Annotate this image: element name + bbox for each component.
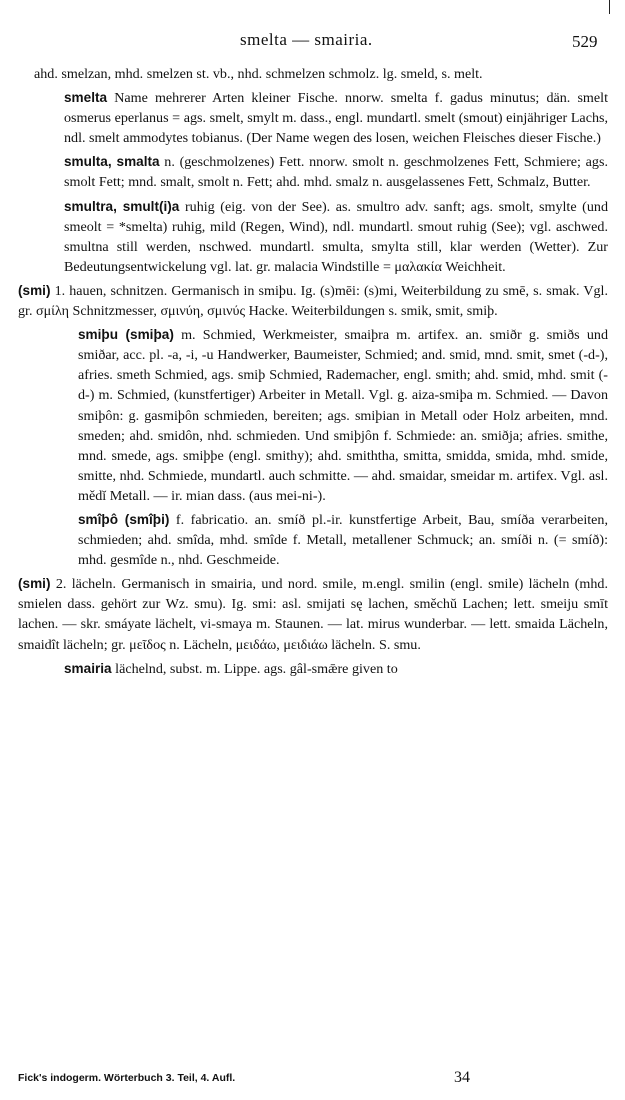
signature-mark: 34 <box>454 1069 470 1086</box>
entry-root-smi-1 <box>18 281 608 321</box>
page-footer <box>0 1069 625 1094</box>
footer-source: Fick's indogerm. Wörterbuch 3. Teil, 4. Aufl. <box>18 1072 236 1084</box>
entry-smultra <box>18 197 608 277</box>
entry-text: 2. lächeln. Germanisch in smairia, und nord. smile, m.engl. smilin (engl. smile) lächeln (mhd. smielen dass. gehört zur Wz. smu). Ig. smi: asl. smijati sę lachen, směchŭ Lachen; lett. smeiju smīt lachen. — skr. smáyate lächelt, vi-smaya m. Staunen. — lat. mirus wunderbar. — lett. smaida Lächeln, smaidît lächeln; gr. μεῖδος n. Lächeln, μειδάω, μειδιάω lächeln. S. smu. <box>18 576 608 653</box>
entry-text: lächelnd, subst. m. Lippe. ags. gâl-smǣre given to <box>111 660 398 677</box>
headword: smairia <box>64 660 112 676</box>
entry-text: f. fabricatio. an. smíð pl.-ir. kunstfertige Arbeit, Bau, smíða verarbeiten, schmieden; ahd. smîda, mhd. smîde f. Metall, metallener Schmuck; an. smíði n. (= smíð): mhd. gesmîde n., nhd. Geschmeide. <box>78 511 608 569</box>
page-edge-mark <box>609 0 612 14</box>
entry-smairia <box>18 659 608 679</box>
entry-smithu <box>18 325 608 506</box>
running-head <box>0 30 625 54</box>
headword: smultra, smult(i)a <box>64 198 180 214</box>
running-head-title: smelta — smairia. <box>240 30 373 49</box>
entry-root-smi-2 <box>18 574 608 654</box>
entry-smulta <box>18 152 608 192</box>
headword: smulta, smalta <box>64 154 160 170</box>
entry-smelta <box>18 88 608 148</box>
headword: smiþu (smiþa) <box>78 327 174 343</box>
headword: (smi) <box>18 282 51 298</box>
headword: (smi) <box>18 576 51 592</box>
entry-text: Name mehrerer Arten kleiner Fische. nnorw. smelta f. gadus minutus; dän. smelt osmerus eperlanus = ags. smelt, smylt m. dass., engl. mundartl. smelt (smout) einjähriger Lachs, ndl. smelt ammodytes tobianus. (Der Name wegen des losen, weichen Fleisches dieser Fische.) <box>64 90 608 147</box>
headword: smelta <box>64 90 108 106</box>
entry-text: 1. hauen, schnitzen. Germanisch in smiþu. Ig. (s)mēi: (s)mi, Weiterbildung zu smē, s. smak. Vgl. gr. σμίλη Schnitzmesser, σμινύη, σμινύς Hacke. Weiterbildungen s. smik, smit, smiþ. <box>18 282 608 320</box>
page-number: 529 <box>572 32 598 51</box>
headword: smîþô (smîþi) <box>78 511 170 527</box>
dictionary-body <box>18 64 608 683</box>
entry-text: ruhig (eig. von der See). as. smultro adv. sanft; ags. smolt, smylte (und smeolt = *smelta) ruhig, mild (Regen, Wind), ndl. mundartl. smout ruhig (See); vgl. aschwed. smultna still werden, nschwed. mundartl. smulta, smylta still, klar werden (Wetter). Zur Bedeutungsentwickelung vgl. lat. gr. malacia Windstille = μαλακία Weichheit. <box>64 198 608 275</box>
entry-text: n. (geschmolzenes) Fett. nnorw. smolt n. geschmolzenes Fett, Schmiere; ags. smolt Fett; mnd. smalt, smolt n. Fett; ahd. mhd. smalz n. ausgelassenes Fett, Schmalz, Butter. <box>64 154 608 191</box>
entry-continuation <box>18 64 608 84</box>
entry-text: ahd. smelzan, mhd. smelzen st. vb., nhd. schmelzen schmolz. lg. smeld, s. melt. <box>34 66 483 82</box>
entry-text: m. Schmied, Werkmeister, smaiþra m. artifex. an. smiðr g. smiðs und smiðar, acc. pl. -a, -i, -u Handwerker, Baumeister, Schmied; and. smid, mnd. smit, smet (-d-), afries. smeth Schmied, ags. smiþ Schmied, Rademacher, engl. smith; ahd. smid, mhd. smit (-d-) m. Schmied, (kunstfertiger) Arbeiter in Metall. Vgl. g. aiza-smiþa m. Schmied. — Davon smiþôn: g. gasmiþôn schmieden, bereiten; ags. smiþian in Metall oder Holz arbeiten, mnd. smeden; ahd. smidôn, nhd. schmieden. Und smiþjôn f. Schmiede: an. smiðja; afries. smithe, mnd. smede, ags. smiþþe (engl. smithy); ahd. smiththa, smitta, smidda, smida, mhd. smide, smitte, nhd. Schmiede, mundartl. auch schmitte. — ahd. smaidar, smeidar m. artifex. Vgl. asl. mědĭ Metall. — ir. mian dass. (aus mei-ni-). <box>78 327 608 504</box>
entry-smitho <box>18 510 608 570</box>
